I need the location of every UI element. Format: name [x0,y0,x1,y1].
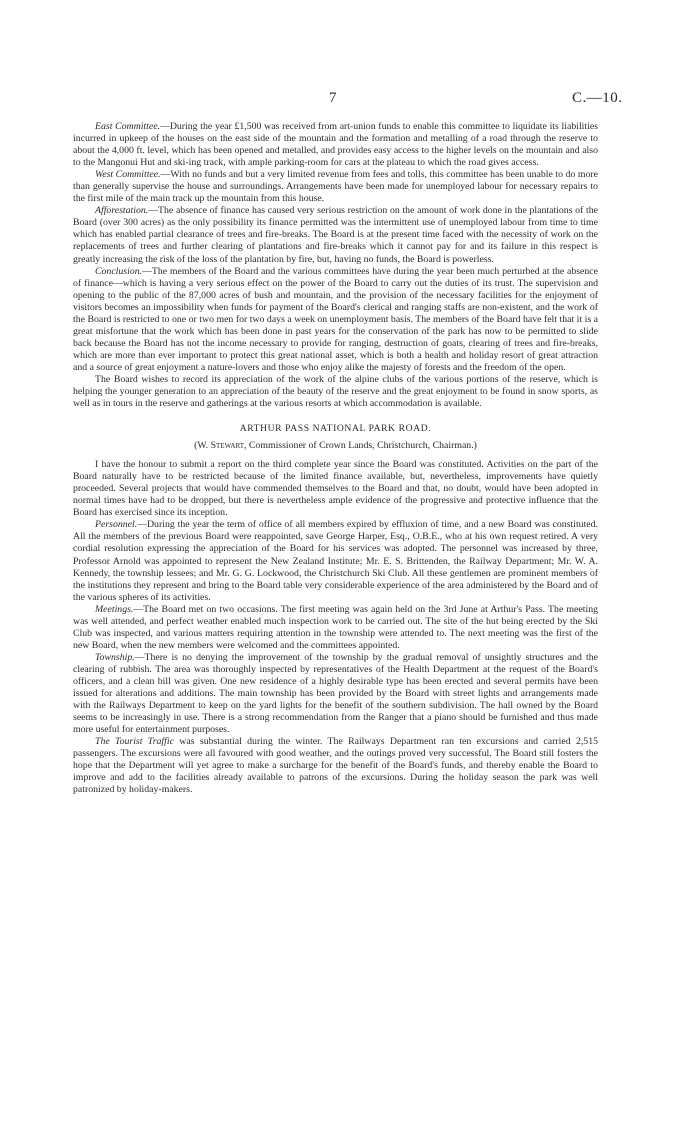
chairman-name: Stewart [210,440,244,452]
paragraph [73,459,598,519]
paragraph-text: —The absence of finance has caused very serious restriction on the amount of work done in the plantations of the Board (over 300 acres) as the only possibility its finance permitted was the intermittent use of unemployed labour from time to time which has enabled partial clearance of trees and fire-breaks. The Board is at the present time faced with the necessity of work on the replacements of trees and further clearing of plantations and fire-breaks which it cannot pay for and its failure in this respect is greatly increasing the risk of the loss of the plantation by fire, but, having no funds, the Board is powerless. [73,205,598,265]
paragraph-heading: Meetings. [95,603,134,615]
paragraph-heading: Afforestation. [95,205,149,217]
paragraph-text: The Board wishes to record its appreciation of the work of the alpine clubs of the various portions of the reserve, which is helping the younger generation to an appreciation of the beauty of the reserve and the great enjoyment to be found in snow sports, as well as in tours in the reserve and gatherings at the various resorts at which accommodation is available. [73,373,598,410]
paragraph [73,604,598,652]
paragraph-text: was substantial during the winter. The Railways Department ran ten excursions and carried 2,515 passengers. The excursions were all favoured with good weather, and the outings proved very successful. The Board still fosters the hope that the Department will yet agree to make a surcharge for the benefit of the Board's funds, and thereby enable the Board to improve and add to the facilities already available to patrons of the excursions. During the holiday season the park was well patronized by holiday-makers. [73,736,598,796]
paragraph-heading: Conclusion. [95,265,143,277]
paragraph [73,652,598,736]
paragraph-text: —During the year £1,500 was received from art-union funds to enable this committee to liquidate its liabilities incurred in upkeep of the houses on the east side of the mountain and the formation and metalling of a road through the reserve to about the 4,000 ft. level, which has been opened and metalled, and provides easy access to the higher levels on the mountain and also to the Mangonui Hut and ski-ing track, with ample parking-room for cars at the plateau to which the road gives access. [73,121,598,169]
paragraph [73,169,598,205]
paragraph [73,205,598,265]
paragraph-text: —There is no denying the improvement of the township by the gradual removal of unsightly structures and the clearing of rubbish. The area was thoroughly inspected by representatives of the Health Department at the request of the Board's officers, and a clean bill was given. One new residence of a highly desirable type has been erected and several permits have been issued for alterations and additions. The main township has been provided by the Board with street lights and arrangements made with the Railways Department to keep on the yard lights for the benefit of the southern subdivision. The hall owned by the Board seems to be increasingly in use. There is a strong recommendation from the Ranger that a piano should be furnished and thus made more useful for entertainment purposes. [73,651,598,736]
paragraph [73,121,598,169]
page-header [0,90,700,110]
paragraph-text: —During the year the term of office of all members expired by effluxion of time, and a new Board was constituted. All the members of the previous Board were reappointed, save George Harper, Esq., O.B.E., who at his own request retired. A very cordial resolution expressing the appreciation of the Board for his services was adopted. The personnel was increased by three, Professor Arnold was appointed to represent the New Zealand Institute; Mr. E. S. Brittenden, the Railway Department; Mr. W. A. Kennedy, the township lessees; and Mr. G. G. Lockwood, the Christchurch Ski Club. All these gentlemen are prominent members of the institutions they represent and bring to the Board table very considerable experience of the area administered by the Board and of the various spheres of its activities. [73,519,598,603]
paragraph-text: —The Board met on two occasions. The first meeting was again held on the 3rd June at Arthur's Pass. The meeting was well attended, and perfect weather enabled much inspection work to be carried out. The site of the hut being erected by the Ski Club was inspected, and various matters requiring attention in the township were attended to. The next meeting was the first of the new Board, when the new members were welcomed and the committees appointed. [73,603,598,651]
paragraph-text: —With no funds and but a very limited revenue from fees and tolls, this committee has been unable to do more than generally supervise the house and surroundings. Arrangements have been made for unemployed labour for necessary repairs to the first mile of the main track up the mountain from this house. [73,169,598,205]
paragraph-heading: Personnel. [95,519,138,531]
subtitle-open: (W. [194,440,211,452]
paragraph-heading: The Tourist Traffic [95,736,174,748]
paragraph [73,736,598,796]
paragraph-heading: West Committee. [95,169,161,181]
paragraph-heading: Township. [95,651,135,663]
report-part-one [73,121,598,410]
paragraph [73,519,598,603]
paragraph [73,374,598,410]
document-code: C.—10. [572,90,623,106]
subtitle-rest: , Commissioner of Crown Lands, Christchurch, Chairman.) [244,440,477,452]
paragraph-heading: East Committee. [95,121,161,132]
paragraph [73,266,598,374]
paragraph-text: I have the honour to submit a report on the third complete year since the Board was constituted. Activities on the part of the Board naturally have to be restricted because of the limited finance available, but, nevertheless, improvements have quietly proceeded. Several projects that would have commended themselves to the Board and that, no doubt, would have been adopted in normal times have had to be dropped, but there is nevertheless ample evidence of the progressive and protective influence that the Board has exercised since its inception. [73,459,598,519]
page-number: 7 [329,90,337,106]
page-body [73,121,598,796]
paragraph-text: —The members of the Board and the various committees have during the year been much perturbed at the absence of finance—which is having a very serious effect on the power of the Board to carry out the duties of its trust. The supervision and opening to the public of the 87,000 acres of bush and mountain, and the provision of the necessary facilities for the enjoyment of visitors becomes an impossibility when funds for payment of the Board's clerical and ranging staffs are non-existent, and the work of the Board is restricted to one or two men for two days a week on unemployment basis. The members of the Board have felt that it is a great misfortune that the work which has been done in past years for the conservation of the park has now to be permitted to slide back because the Board has not the income necessary to provide for ranging, destruction of goats, clearing of trees and fire-breaks, which are more than ever important to protect this great national asset, which is both a health and holiday resort of great attraction and a source of great enjoyment a nature-lovers and those who enjoy alike the majesty of forests and the freedom of the open. [73,265,598,373]
section-title: ARTHUR PASS NATIONAL PARK ROAD. [239,423,432,435]
section-subtitle [73,440,598,452]
report-part-two [73,459,598,796]
